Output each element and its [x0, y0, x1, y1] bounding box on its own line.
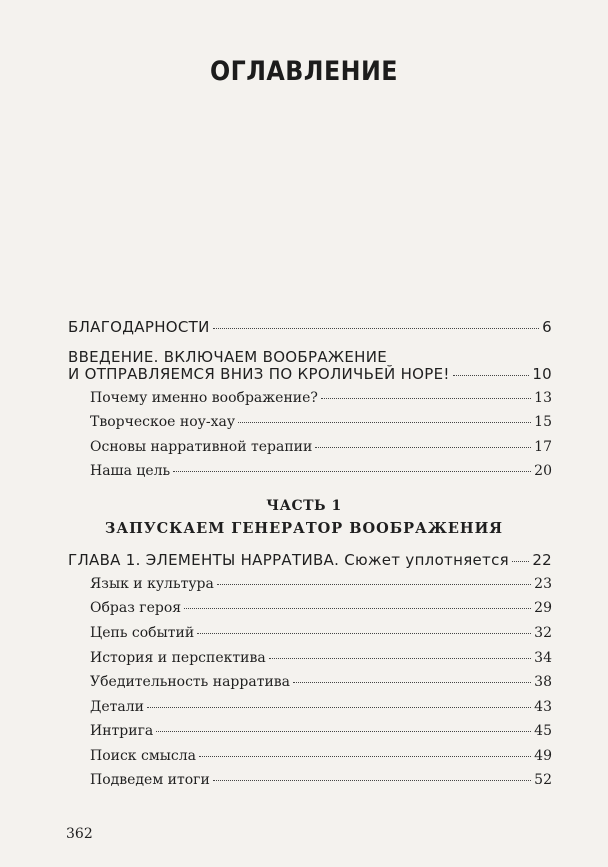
- leader-dots: [453, 375, 530, 376]
- toc-entry-page: 32: [534, 625, 552, 641]
- toc-subentry: [90, 576, 552, 600]
- leader-dots: [321, 398, 531, 399]
- toc-entry-page: 6: [542, 318, 552, 336]
- toc-entry-intro: [68, 365, 552, 389]
- toc-subentry: [90, 463, 552, 487]
- leader-dots: [199, 756, 531, 757]
- toc-subentry: [90, 439, 552, 463]
- toc-entry-label: Язык и культура: [90, 576, 214, 592]
- toc-subentry: [90, 390, 552, 414]
- leader-dots: [184, 608, 531, 609]
- toc-subentry: [90, 414, 552, 438]
- toc-entry-label: Почему именно воображение?: [90, 390, 318, 406]
- leader-dots: [217, 584, 531, 585]
- toc-entry-label: Детали: [90, 699, 144, 715]
- page-number: 362: [66, 826, 93, 842]
- toc-entry-page: 43: [534, 699, 552, 715]
- leader-dots: [197, 633, 531, 634]
- toc-entry-page: 10: [532, 365, 552, 383]
- toc-entry-label: Поиск смысла: [90, 748, 196, 764]
- leader-dots: [238, 422, 531, 423]
- toc-entry-page: 34: [534, 650, 552, 666]
- toc-entry-label: Наша цель: [90, 463, 171, 479]
- leader-dots: [315, 447, 531, 448]
- toc-subentry: [90, 772, 552, 796]
- toc-entry-chapter1: [68, 551, 552, 575]
- toc-subentry: [90, 674, 552, 698]
- toc-entry-label: Интрига: [90, 723, 154, 739]
- toc-entry-page: 22: [532, 551, 552, 569]
- leader-dots: [213, 780, 531, 781]
- toc-entry-page: 49: [534, 748, 552, 764]
- toc-entry-page: 17: [534, 439, 552, 455]
- toc-subentry: [90, 748, 552, 772]
- toc-subentry: [90, 650, 552, 674]
- toc-entry-page: 29: [534, 600, 552, 616]
- toc-entry-page: 20: [534, 463, 552, 479]
- toc-entry-label: Цепь событий: [90, 625, 195, 641]
- toc-subentry: [90, 723, 552, 747]
- toc-entry-page: 45: [534, 723, 552, 739]
- leader-dots: [213, 328, 540, 329]
- toc-entry-label: Подведем итоги: [90, 772, 210, 788]
- leader-dots: [156, 731, 531, 732]
- toc-entry-label: Основы нарративной терапии: [90, 439, 313, 455]
- leader-dots: [173, 471, 531, 472]
- toc-entry-intro-line1: ВВЕДЕНИЕ. ВКЛЮЧАЕМ ВООБРАЖЕНИЕ: [68, 348, 388, 366]
- leader-dots: [269, 658, 532, 659]
- toc-entry-page: 52: [534, 772, 552, 788]
- toc-entry-label: БЛАГОДАРНОСТИ: [68, 318, 210, 336]
- page-title: ОГЛАВЛЕНИЕ: [210, 56, 398, 87]
- toc-entry-label: Убедительность нарратива: [90, 674, 290, 690]
- toc-entry-acknowledgements: [68, 318, 552, 342]
- leader-dots: [293, 682, 531, 683]
- leader-dots: [512, 561, 529, 562]
- toc-subentry: [90, 600, 552, 624]
- toc-entry-label: История и перспектива: [90, 650, 266, 666]
- toc-entry-label: И ОТПРАВЛЯЕМСЯ ВНИЗ ПО КРОЛИЧЬЕЙ НОРЕ!: [68, 365, 450, 383]
- toc-entry-page: 13: [534, 390, 552, 406]
- toc-subentry: [90, 699, 552, 723]
- toc-entry-label: ГЛАВА 1. ЭЛЕМЕНТЫ НАРРАТИВА. Сюжет уплотняется: [68, 551, 509, 569]
- part-title: ЗАПУСКАЕМ ГЕНЕРАТОР ВООБРАЖЕНИЯ: [104, 520, 504, 537]
- part-label: ЧАСТЬ 1: [266, 498, 342, 514]
- toc-entry-page: 15: [534, 414, 552, 430]
- leader-dots: [147, 707, 531, 708]
- toc-entry-page: 38: [534, 674, 552, 690]
- toc-subentry: [90, 625, 552, 649]
- toc-entry-label: Творческое ноу-хау: [90, 414, 236, 430]
- toc-entry-page: 23: [534, 576, 552, 592]
- toc-entry-label: Образ героя: [90, 600, 182, 616]
